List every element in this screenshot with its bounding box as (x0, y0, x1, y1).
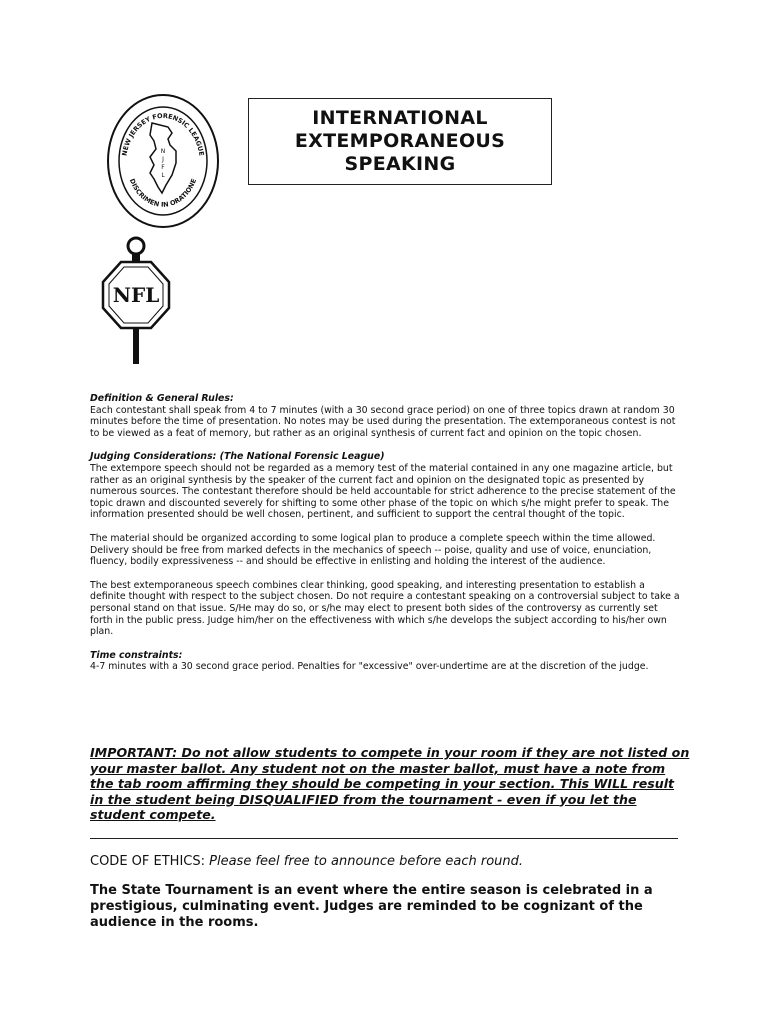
code-of-ethics (90, 853, 690, 870)
svg-text:N: N (160, 148, 166, 155)
njfl-seal-logo (106, 93, 220, 229)
svg-text:J: J (162, 156, 164, 163)
svg-text:L: L (161, 172, 165, 179)
judging-paragraph-1: The extempore speech should not be regarded as a memory test of the material contained in any one magazine article, but rather as an original synthesis by the speaker of the current fact and opinion on the designated topic as presented by numerous sources. The contestant therefore should be held accountable for strict adherence to the precise statement of the topic drawn and discounted severely for shifting to some other phase of the topic on which s/he might prefer to speak. The information presented should be well chosen, pertinent, and sufficient to support the central thought of the topic. (90, 462, 676, 521)
seal-top-text: NEW JERSEY FORENSIC LEAGUE (120, 111, 206, 157)
key-letters: NFL (112, 283, 160, 307)
time-text: 4-7 minutes with a 30 second grace period. Penalties for "excessive" over-undertime are at the discretion of the judge. (90, 661, 649, 673)
rules-body (90, 393, 682, 673)
state-tournament-note: The State Tournament is an event where the entire season is celebrated in a prestigious, culminating event. Judges are reminded to be cognizant of the audience in the rooms. (90, 883, 653, 930)
title-line-3: SPEAKING (344, 153, 456, 175)
important-notice: IMPORTANT: Do not allow students to compete in your room if they are not listed on your master ballot. Any student not on the master ballot, must have a note from the tab room affirming they should be competing in your section. This WILL result in the student being DISQUALIFIED from the tournament - even if you let the student compete. (90, 745, 690, 822)
definition-text: Each contestant shall speak from 4 to 7 minutes (with a 30 second grace period) on one of three topics drawn at random 30 minutes before the time of presentation. No notes may be used during the presentation. The extemporaneous contest is not to be viewed as a feat of memory, but rather as an original synthesis of current fact and opinion on the topic chosen. (90, 404, 676, 439)
ethics-label: CODE OF ETHICS: (90, 854, 210, 869)
ethics-text: Please feel free to announce before each round. (209, 854, 524, 869)
judging-heading: Judging Considerations: (The National Forensic League) (90, 451, 385, 463)
title-line-2: EXTEMPORANEOUS (294, 130, 506, 152)
title-line-1: INTERNATIONAL (312, 107, 488, 129)
seal-bottom-text: DISCRIMEN IN ORATIONE (127, 177, 199, 209)
svg-text:F: F (161, 164, 165, 171)
time-heading: Time constraints: (90, 649, 183, 661)
judging-paragraph-2: The material should be organized according to some logical plan to produce a complete speech within the time allowed. Delivery should be free from marked defects in the mechanics of speech -- poise, quality and use of voice, enunciation, fluency, bodily expressiveness -- and should be effective in enlisting and holding the interest of the audience. (90, 532, 656, 568)
divider (90, 838, 678, 839)
nfl-key-logo (99, 236, 173, 366)
judging-paragraph-3: The best extemporaneous speech combines clear thinking, good speaking, and interesting presentation to establish a definite thought with respect to the subject chosen. Do not require a contestant speaking on a controversial subject to take a personal stand on that issue. S/He may do so, or s/he may elect to present both sides of the controversy as currently set forth in the public press. Judge him/her on the effectiveness with which s/he develops the subject according to his/her own plan. (90, 579, 680, 638)
title-box (248, 98, 552, 185)
definition-heading: Definition & General Rules: (90, 393, 234, 404)
